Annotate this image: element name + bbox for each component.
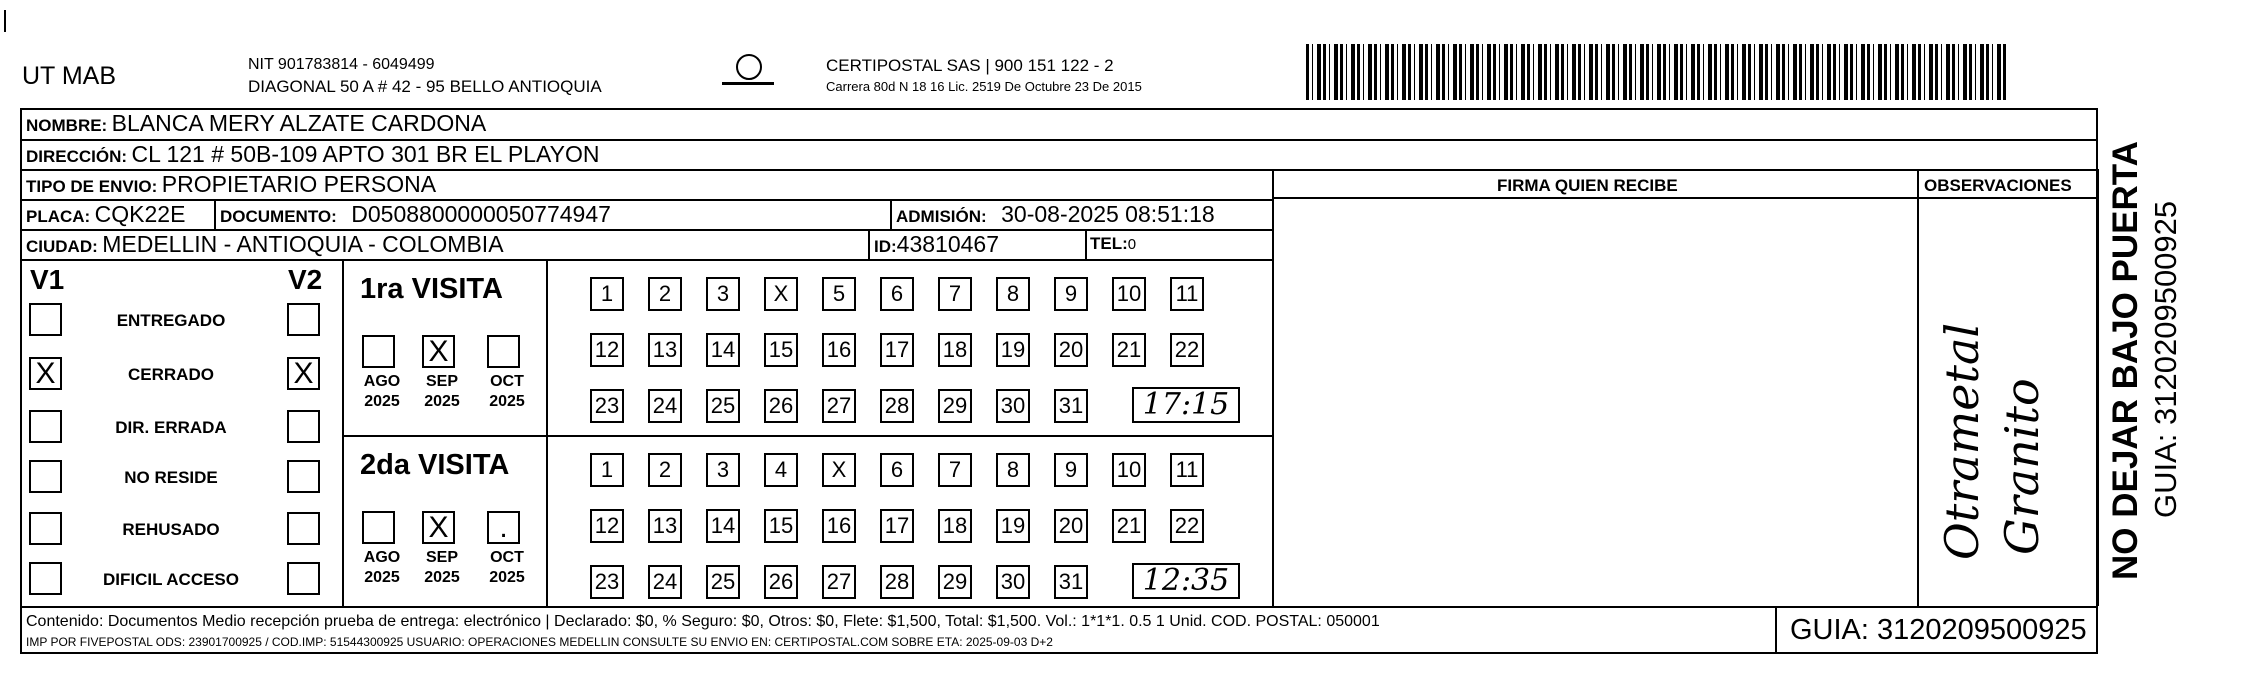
certipostal-logo-text	[722, 82, 774, 85]
visit-month-checkbox[interactable]: X	[422, 511, 455, 544]
ciudad-row	[26, 231, 504, 258]
status-label: CERRADO	[128, 365, 214, 384]
visit-day-cell[interactable]: 8	[996, 277, 1030, 311]
direccion-value: CL 121 # 50B-109 APTO 301 BR EL PLAYON	[131, 141, 600, 167]
visit-day-cell[interactable]: 6	[880, 453, 914, 487]
admision-label: ADMISIÓN:	[896, 207, 987, 226]
ciudad-label: CIUDAD:	[26, 237, 98, 256]
status-label: DIR. ERRADA	[115, 418, 227, 437]
direccion-label: DIRECCIÓN:	[26, 147, 128, 166]
visit-month-checkbox[interactable]	[362, 335, 395, 368]
visit-month-checkbox[interactable]: .	[487, 511, 520, 544]
visit-day-cell[interactable]: 25	[706, 565, 740, 599]
id-row	[874, 231, 999, 258]
footer-contenido: Contenido: Documentos Medio recepción prueba de entrega: electrónico | Declarado: $0, % Seguro: $0, Otros: $0, Flete: $1,500, Total: $1,500. Vol.: 1*1*1. 0.5 1 Unid. COD. POSTAL: 050001	[26, 613, 1380, 630]
visit-time-box[interactable]: 12:35	[1132, 563, 1240, 599]
visit-day-cell[interactable]: 31	[1054, 389, 1088, 423]
visit-month-checkbox[interactable]: X	[422, 335, 455, 368]
v2-header: V2	[288, 264, 323, 295]
visit-day-cell[interactable]: 26	[764, 565, 798, 599]
visit-day-cell[interactable]: 16	[822, 509, 856, 543]
footer-guia: GUIA: 3120209500925	[1790, 614, 2087, 646]
visit-day-cell[interactable]: 10	[1112, 453, 1146, 487]
visit-day-cell[interactable]: 9	[1054, 277, 1088, 311]
visit-day-cell[interactable]: 8	[996, 453, 1030, 487]
company-address: DIAGONAL 50 A # 42 - 95 BELLO ANTIOQUIA	[248, 77, 602, 96]
visit-month-label: SEP	[425, 373, 458, 390]
v1-header: V1	[30, 264, 65, 295]
nombre-value: BLANCA MERY ALZATE CARDONA	[111, 110, 487, 136]
visit-day-cell[interactable]: 28	[880, 565, 914, 599]
visit-day-cell[interactable]: 15	[764, 333, 798, 367]
visit-day-cell[interactable]: 7	[938, 453, 972, 487]
visit-day-cell[interactable]: 25	[706, 389, 740, 423]
visit-month-label: OCT	[490, 373, 524, 390]
visit-day-cell[interactable]: 7	[938, 277, 972, 311]
visit-day-cell[interactable]: 15	[764, 509, 798, 543]
visit-month-label: AGO	[363, 549, 401, 566]
visit-day-cell[interactable]: 20	[1054, 333, 1088, 367]
visit-day-cell[interactable]: 28	[880, 389, 914, 423]
visit-day-cell[interactable]: 9	[1054, 453, 1088, 487]
observaciones-header: OBSERVACIONES	[1924, 176, 2072, 195]
direccion-row	[26, 141, 599, 168]
visit-day-cell[interactable]: X	[764, 277, 798, 311]
visit-day-cell[interactable]: 18	[938, 333, 972, 367]
visit-day-cell[interactable]: 2	[648, 453, 682, 487]
visit-day-cell[interactable]: 11	[1170, 453, 1204, 487]
company-nit: NIT 901783814 - 6049499	[248, 56, 435, 73]
observaciones-handwriting-2: Granito	[1995, 378, 2049, 555]
admision-row	[896, 201, 1215, 228]
visit-day-cell[interactable]: 17	[880, 509, 914, 543]
tel-row	[1090, 234, 1136, 254]
visit-year-label: 2025	[364, 393, 400, 410]
status-v2-checkbox[interactable]	[287, 562, 320, 595]
visit-day-cell[interactable]: 11	[1170, 277, 1204, 311]
visit-day-cell[interactable]: 27	[822, 565, 856, 599]
observaciones-handwriting-1: Otrametal	[1935, 322, 1989, 560]
documento-label: DOCUMENTO:	[220, 207, 337, 226]
visit-day-cell[interactable]: 19	[996, 509, 1030, 543]
status-label: NO RESIDE	[124, 468, 218, 487]
id-label: ID:	[874, 237, 897, 256]
nombre-label: NOMBRE:	[26, 116, 108, 135]
visit-day-cell[interactable]: 31	[1054, 565, 1088, 599]
visit-day-cell[interactable]: 21	[1112, 509, 1146, 543]
visit-day-cell[interactable]: 14	[706, 509, 740, 543]
documento-value: D0508800000050774947	[351, 201, 611, 227]
tel-value: 0	[1127, 236, 1137, 253]
visit-day-cell[interactable]: 29	[938, 565, 972, 599]
ciudad-value: MEDELLIN - ANTIOQUIA - COLOMBIA	[102, 231, 504, 257]
visit-day-cell[interactable]: 4	[764, 453, 798, 487]
status-label: DIFICIL ACCESO	[102, 570, 239, 589]
no-dejar-bajo-puerta: NO DEJAR BAJO PUERTA	[2106, 141, 2145, 580]
visit-day-cell[interactable]: 23	[590, 565, 624, 599]
visit-day-cell[interactable]: X	[822, 453, 856, 487]
visit-day-cell[interactable]: 5	[822, 277, 856, 311]
visit-year-label: 2025	[489, 569, 525, 586]
visit-day-cell[interactable]: 19	[996, 333, 1030, 367]
visit-day-cell[interactable]: 27	[822, 389, 856, 423]
side-guia: GUIA: 3120209500925	[2148, 200, 2183, 518]
status-label: ENTREGADO	[116, 311, 226, 330]
tipo-label: TIPO DE ENVIO:	[26, 177, 158, 196]
status-v2-checkbox[interactable]	[287, 410, 320, 443]
visit-day-cell[interactable]: 12	[590, 509, 624, 543]
status-v1-checkbox[interactable]: X	[29, 357, 62, 390]
visit-day-cell[interactable]: 24	[648, 565, 682, 599]
visit-title: 2da VISITA	[360, 449, 510, 481]
footer-imp: IMP POR FIVEPOSTAL ODS: 23901700925 / COD.IMP: 51544300925 USUARIO: OPERACIONES MEDELLIN CONSULTE SU ENVIO EN: CERTIPOSTAL.COM SOBRE ETA: 2025-09-03 D+2	[26, 635, 1053, 649]
tipo-value: PROPIETARIO PERSONA	[161, 171, 437, 197]
visit-day-cell[interactable]: 30	[996, 389, 1030, 423]
nombre-row	[26, 110, 486, 137]
status-v2-checkbox[interactable]	[287, 460, 320, 493]
visit-time-box[interactable]: 17:15	[1132, 387, 1240, 423]
company-name: UT MAB	[22, 62, 116, 90]
visit-day-cell[interactable]: 1	[590, 453, 624, 487]
documento-row	[220, 201, 611, 228]
visit-title: 1ra VISITA	[360, 273, 503, 305]
admision-value: 30-08-2025 08:51:18	[1001, 201, 1215, 227]
visit-day-cell[interactable]: 16	[822, 333, 856, 367]
visit-day-cell[interactable]: 3	[706, 453, 740, 487]
visit-day-cell[interactable]: 26	[764, 389, 798, 423]
visit-day-cell[interactable]: 21	[1112, 333, 1146, 367]
visit-month-checkbox[interactable]	[487, 335, 520, 368]
visit-day-cell[interactable]: 13	[648, 333, 682, 367]
visit-month-label: OCT	[490, 549, 524, 566]
placa-value: CQK22E	[94, 201, 186, 227]
tel-label: TEL:	[1090, 234, 1128, 253]
placa-row	[26, 201, 185, 228]
visit-day-cell[interactable]: 10	[1112, 277, 1146, 311]
visit-month-checkbox[interactable]	[362, 511, 395, 544]
id-value: 43810467	[896, 231, 1000, 257]
visit-day-cell[interactable]: 22	[1170, 509, 1204, 543]
status-v2-checkbox[interactable]: X	[287, 357, 320, 390]
visit-day-cell[interactable]: 22	[1170, 333, 1204, 367]
visit-year-label: 2025	[424, 569, 460, 586]
placa-label: PLACA:	[26, 207, 91, 226]
visit-day-cell[interactable]: 13	[648, 509, 682, 543]
visit-month-label: AGO	[363, 373, 401, 390]
visit-day-cell[interactable]: 3	[706, 277, 740, 311]
status-label: REHUSADO	[122, 520, 220, 539]
barcode	[1306, 44, 2006, 100]
visit-day-cell[interactable]: 29	[938, 389, 972, 423]
visit-day-cell[interactable]: 14	[706, 333, 740, 367]
visit-year-label: 2025	[364, 569, 400, 586]
visit-day-cell[interactable]: 6	[880, 277, 914, 311]
visit-day-cell[interactable]: 17	[880, 333, 914, 367]
visit-year-label: 2025	[424, 393, 460, 410]
visit-day-cell[interactable]: 2	[648, 277, 682, 311]
visit-year-label: 2025	[489, 393, 525, 410]
visit-day-cell[interactable]: 20	[1054, 509, 1088, 543]
status-v2-checkbox[interactable]	[287, 512, 320, 545]
visit-day-cell[interactable]: 1	[590, 277, 624, 311]
certipostal-license: Carrera 80d N 18 16 Lic. 2519 De Octubre 23 De 2015	[826, 79, 1142, 94]
firma-header: FIRMA QUIEN RECIBE	[1497, 176, 1678, 195]
scan-artifact	[4, 10, 6, 32]
tipo-row	[26, 171, 436, 198]
visit-day-cell[interactable]: 12	[590, 333, 624, 367]
visit-day-cell[interactable]: 24	[648, 389, 682, 423]
visit-month-label: SEP	[425, 549, 458, 566]
visit-day-cell[interactable]: 23	[590, 389, 624, 423]
visit-day-cell[interactable]: 30	[996, 565, 1030, 599]
certipostal-logo	[736, 54, 762, 80]
status-v2-checkbox[interactable]	[287, 303, 320, 336]
visit-day-cell[interactable]: 18	[938, 509, 972, 543]
certipostal-name: CERTIPOSTAL SAS | 900 151 122 - 2	[826, 56, 1114, 75]
